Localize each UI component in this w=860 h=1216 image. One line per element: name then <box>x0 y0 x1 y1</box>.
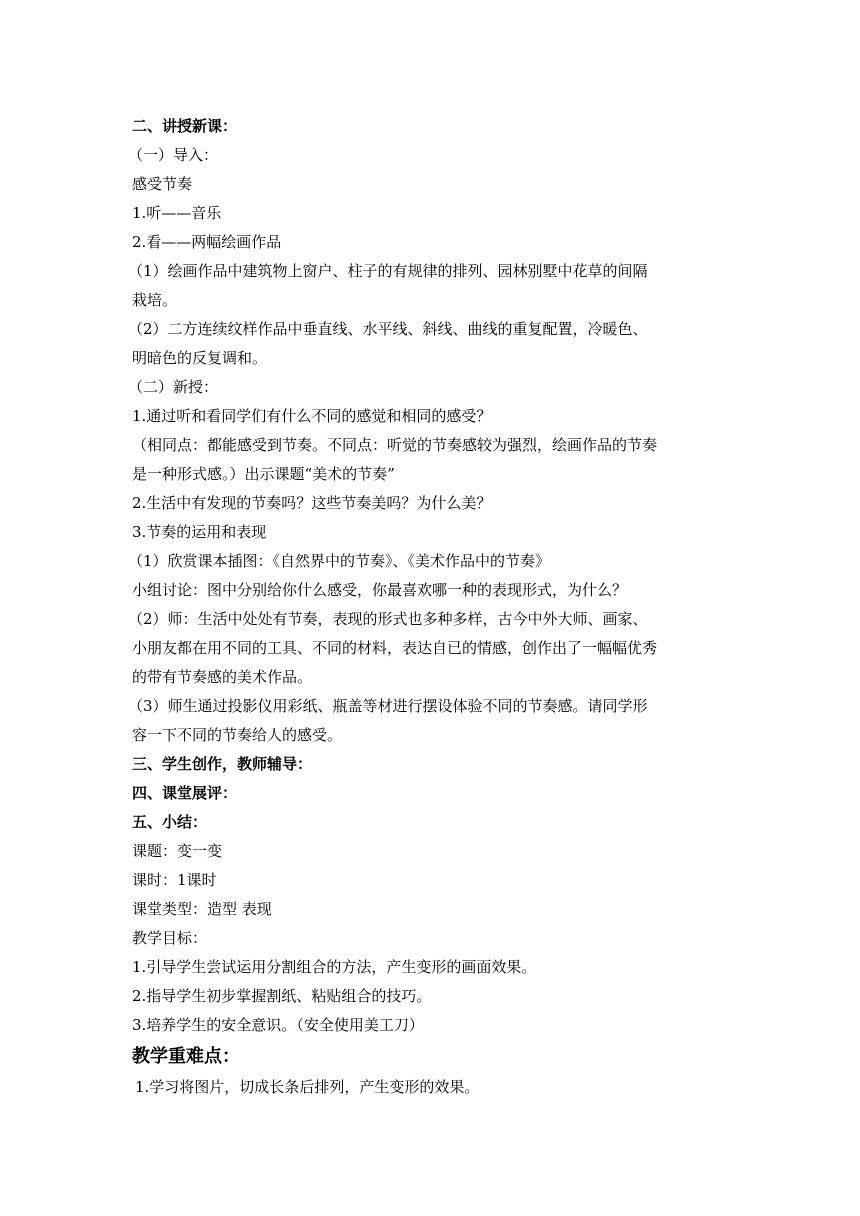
paragraph-line: 3.节奏的运用和表现 <box>132 523 267 541</box>
paragraph-line: 1.通过听和看同学们有什么不同的感觉和相同的感受？ <box>132 407 492 425</box>
paragraph-line: （1）绘画作品中建筑物上窗户、柱子的有规律的排列、园林别墅中花草的间隔 <box>128 262 648 280</box>
paragraph-line: 容一下不同的节奏给人的感受。 <box>132 726 343 744</box>
paragraph-line: （3）师生通过投影仪用彩纸、瓶盖等材进行摆设体验不同的节奏感。请同学形 <box>128 697 648 715</box>
paragraph-line: （相同点：都能感受到节奏。不同点：听觉的节奏感较为强烈，绘画作品的节奏 <box>132 436 658 454</box>
paragraph-line: 2.生活中有发现的节奏吗？这些节奏美吗？为什么美？ <box>132 494 492 512</box>
subheading-new-lesson: （二）新授： <box>128 378 219 396</box>
paragraph-line: 小朋友都在用不同的工具、不同的材料，表达自已的情感，创作出了一幅幅优秀 <box>132 639 658 657</box>
paragraph-line: 1.听——音乐 <box>132 204 222 222</box>
section-heading-5: 五、小结： <box>132 813 208 831</box>
objective-item: 2.指导学生初步掌握割纸、粘贴组合的技巧。 <box>132 987 432 1005</box>
objective-item: 1.引导学生尝试运用分割组合的方法，产生变形的画面效果。 <box>132 958 537 976</box>
paragraph-line: 的带有节奏感的美术作品。 <box>132 668 313 686</box>
paragraph-line: 小组讨论：图中分别给你什么感受，你最喜欢哪一种的表现形式，为什么？ <box>132 581 628 599</box>
section-heading-2: 二、讲授新课： <box>132 117 238 135</box>
lesson-type: 课堂类型：造型 表现 <box>132 900 272 918</box>
key-point-item: 1.学习将图片，切成长条后排列，产生变形的效果。 <box>135 1078 480 1096</box>
section-heading-4: 四、课堂展评： <box>132 784 238 802</box>
paragraph-line: 是一种形式感。）出示课题“美术的节奏” <box>132 465 395 483</box>
paragraph-line: （1）欣赏课本插图：《自然界中的节奏》、《美术作品中的节奏》 <box>128 552 551 570</box>
section-heading-3: 三、学生创作，教师辅导： <box>132 755 313 773</box>
paragraph-line: 感受节奏 <box>132 175 193 193</box>
objective-item: 3.培养学生的安全意识。（安全使用美工刀） <box>132 1016 424 1034</box>
paragraph-line: 栽培。 <box>132 291 178 309</box>
subheading-intro: （一）导入： <box>128 146 219 164</box>
paragraph-line: （2）二方连续纹样作品中垂直线、水平线、斜线、曲线的重复配置，冷暖色、 <box>128 320 648 338</box>
objectives-heading: 教学目标： <box>132 929 208 947</box>
key-points-heading: 教学重难点： <box>132 1046 240 1067</box>
paragraph-line: 2.看——两幅绘画作品 <box>132 233 282 251</box>
paragraph-line: 明暗色的反复调和。 <box>132 349 268 367</box>
lesson-title: 课题：变一变 <box>132 842 223 860</box>
paragraph-line: （2）师：生活中处处有节奏，表现的形式也多种多样，古今中外大师、画家、 <box>128 610 648 628</box>
lesson-duration: 课时：1课时 <box>132 871 217 889</box>
